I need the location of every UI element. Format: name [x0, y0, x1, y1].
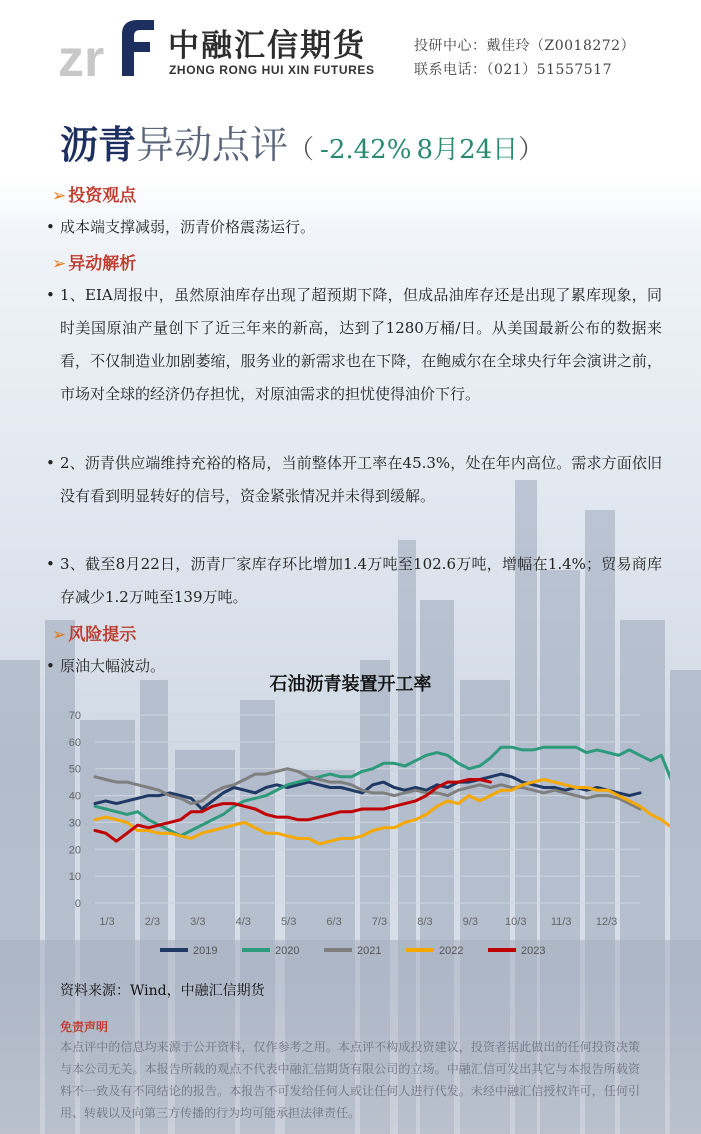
bullet-dot-icon: • — [46, 657, 55, 675]
x-tick-label: 5/3 — [281, 916, 297, 928]
arrow-icon: ➢ — [52, 625, 67, 645]
arrow-icon: ➢ — [52, 186, 67, 206]
y-tick-label: 40 — [68, 790, 81, 803]
bullet-analysis-2 — [46, 447, 662, 513]
legend-label-2020: 2020 — [275, 945, 300, 957]
utilization-line-chart — [40, 700, 670, 970]
x-tick-label: 4/3 — [235, 916, 251, 928]
bullet-text: 成本端支撑减弱，沥青价格震荡运行。 — [60, 218, 316, 236]
x-tick-label: 10/3 — [505, 916, 527, 928]
report-header — [0, 0, 701, 95]
bullet-text: 1、EIA周报中，虽然原油库存出现了超预期下降，但成品油库存还是出现了累库现象，同时美国原油产量创下了近三年来的新高，达到了1280万桶/日。从美国最新公布的数据来看，不仅制造业加剧萎缩，服务业的新需求也在下降，在鲍威尔在全球央行年会演讲之前，市场对全球的经济仍存担忧，对原油需求的担忧使得油价下行。 — [60, 286, 662, 403]
title-paren-close: ） — [518, 135, 545, 165]
y-tick-label: 50 — [68, 763, 81, 776]
disclaimer-title: 免责声明 — [60, 1020, 109, 1034]
svg-text:zr: zr — [58, 30, 105, 80]
bullet-dot-icon: • — [46, 286, 55, 304]
bullet-dot-icon: • — [46, 218, 55, 236]
y-tick-label: 60 — [68, 736, 81, 749]
y-tick-label: 0 — [74, 898, 81, 910]
section-investment-view — [52, 181, 136, 206]
x-tick-label: 8/3 — [417, 916, 433, 928]
arrow-icon: ➢ — [52, 254, 67, 274]
section-label: 风险提示 — [68, 625, 137, 645]
section-label: 投资观点 — [68, 186, 137, 206]
bullet-analysis-1 — [46, 279, 662, 411]
title-paren-open: （ — [288, 135, 315, 165]
x-tick-label: 6/3 — [326, 916, 342, 928]
page-title — [60, 114, 544, 169]
section-analysis — [52, 249, 136, 274]
company-name-cn: 中融汇信期货 — [168, 28, 366, 64]
y-tick-label: 10 — [68, 871, 81, 884]
title-change: -2.42% — [320, 135, 412, 165]
company-logo-mark — [58, 12, 158, 80]
bullet-text: 原油大幅波动。 — [60, 657, 166, 675]
disclaimer-text: 本点评中的信息均来源于公开资料，仅作参考之用。本点评不构成投资建议，投资者据此做出的任何投资决策与本公司无关。本报告所载的观点不代表中融汇信期货有限公司的立场。中融汇信可发出其它与本报告所载资料不一致及有不同结论的报告。本报告不可发给任何人或让任何人进行代发。未经中融汇信授权许可，任何引用、转载以及向第三方传播的行为均可能承担法律责任。 — [60, 1040, 640, 1120]
title-product: 沥青 — [60, 122, 137, 167]
bullet-dot-icon: • — [46, 454, 55, 472]
phone-line: 联系电话：（021）51557517 — [414, 62, 612, 78]
section-label: 异动解析 — [68, 254, 137, 274]
y-tick-label: 20 — [68, 844, 81, 857]
section-risk — [52, 620, 136, 645]
x-tick-label: 12/3 — [595, 916, 618, 928]
y-tick-label: 70 — [68, 710, 81, 722]
contact-info — [414, 34, 635, 82]
x-tick-label: 3/3 — [190, 916, 206, 928]
legend-label-2023: 2023 — [521, 945, 546, 957]
data-source: 资料来源：Wind，中融汇信期货 — [60, 983, 265, 999]
bullet-analysis-3 — [46, 548, 662, 614]
x-tick-label: 7/3 — [371, 916, 388, 928]
x-tick-label: 1/3 — [99, 916, 115, 928]
legend-label-2021: 2021 — [357, 945, 382, 957]
y-tick-label: 30 — [68, 817, 81, 830]
x-tick-label: 9/3 — [462, 916, 478, 928]
company-name-en: ZHONG RONG HUI XIN FUTURES — [169, 63, 375, 77]
title-date: 8月24日 — [416, 135, 519, 165]
title-type: 异动点评 — [136, 123, 289, 167]
analyst-line: 投研中心：戴佳玲（Z0018272） — [414, 38, 636, 54]
bullet-dot-icon: • — [46, 555, 55, 573]
legend-label-2019: 2019 — [193, 945, 218, 957]
bullet-view — [46, 211, 662, 244]
x-tick-label: 11/3 — [550, 916, 572, 928]
bullet-text: 3、截至8月22日，沥青厂家库存环比增加1.4万吨至102.6万吨，增幅在1.4%；贸易商库存减少1.2万吨至139万吨。 — [60, 555, 662, 606]
bullet-text: 2、沥青供应端维持充裕的格局，当前整体开工率在45.3%，处在年内高位。需求方面依旧没有看到明显转好的信号，资金紧张情况并未得到缓解。 — [60, 454, 662, 505]
legend-label-2022: 2022 — [439, 945, 464, 957]
x-tick-label: 2/3 — [144, 916, 161, 928]
chart-title: 石油沥青装置开工率 — [269, 674, 432, 695]
